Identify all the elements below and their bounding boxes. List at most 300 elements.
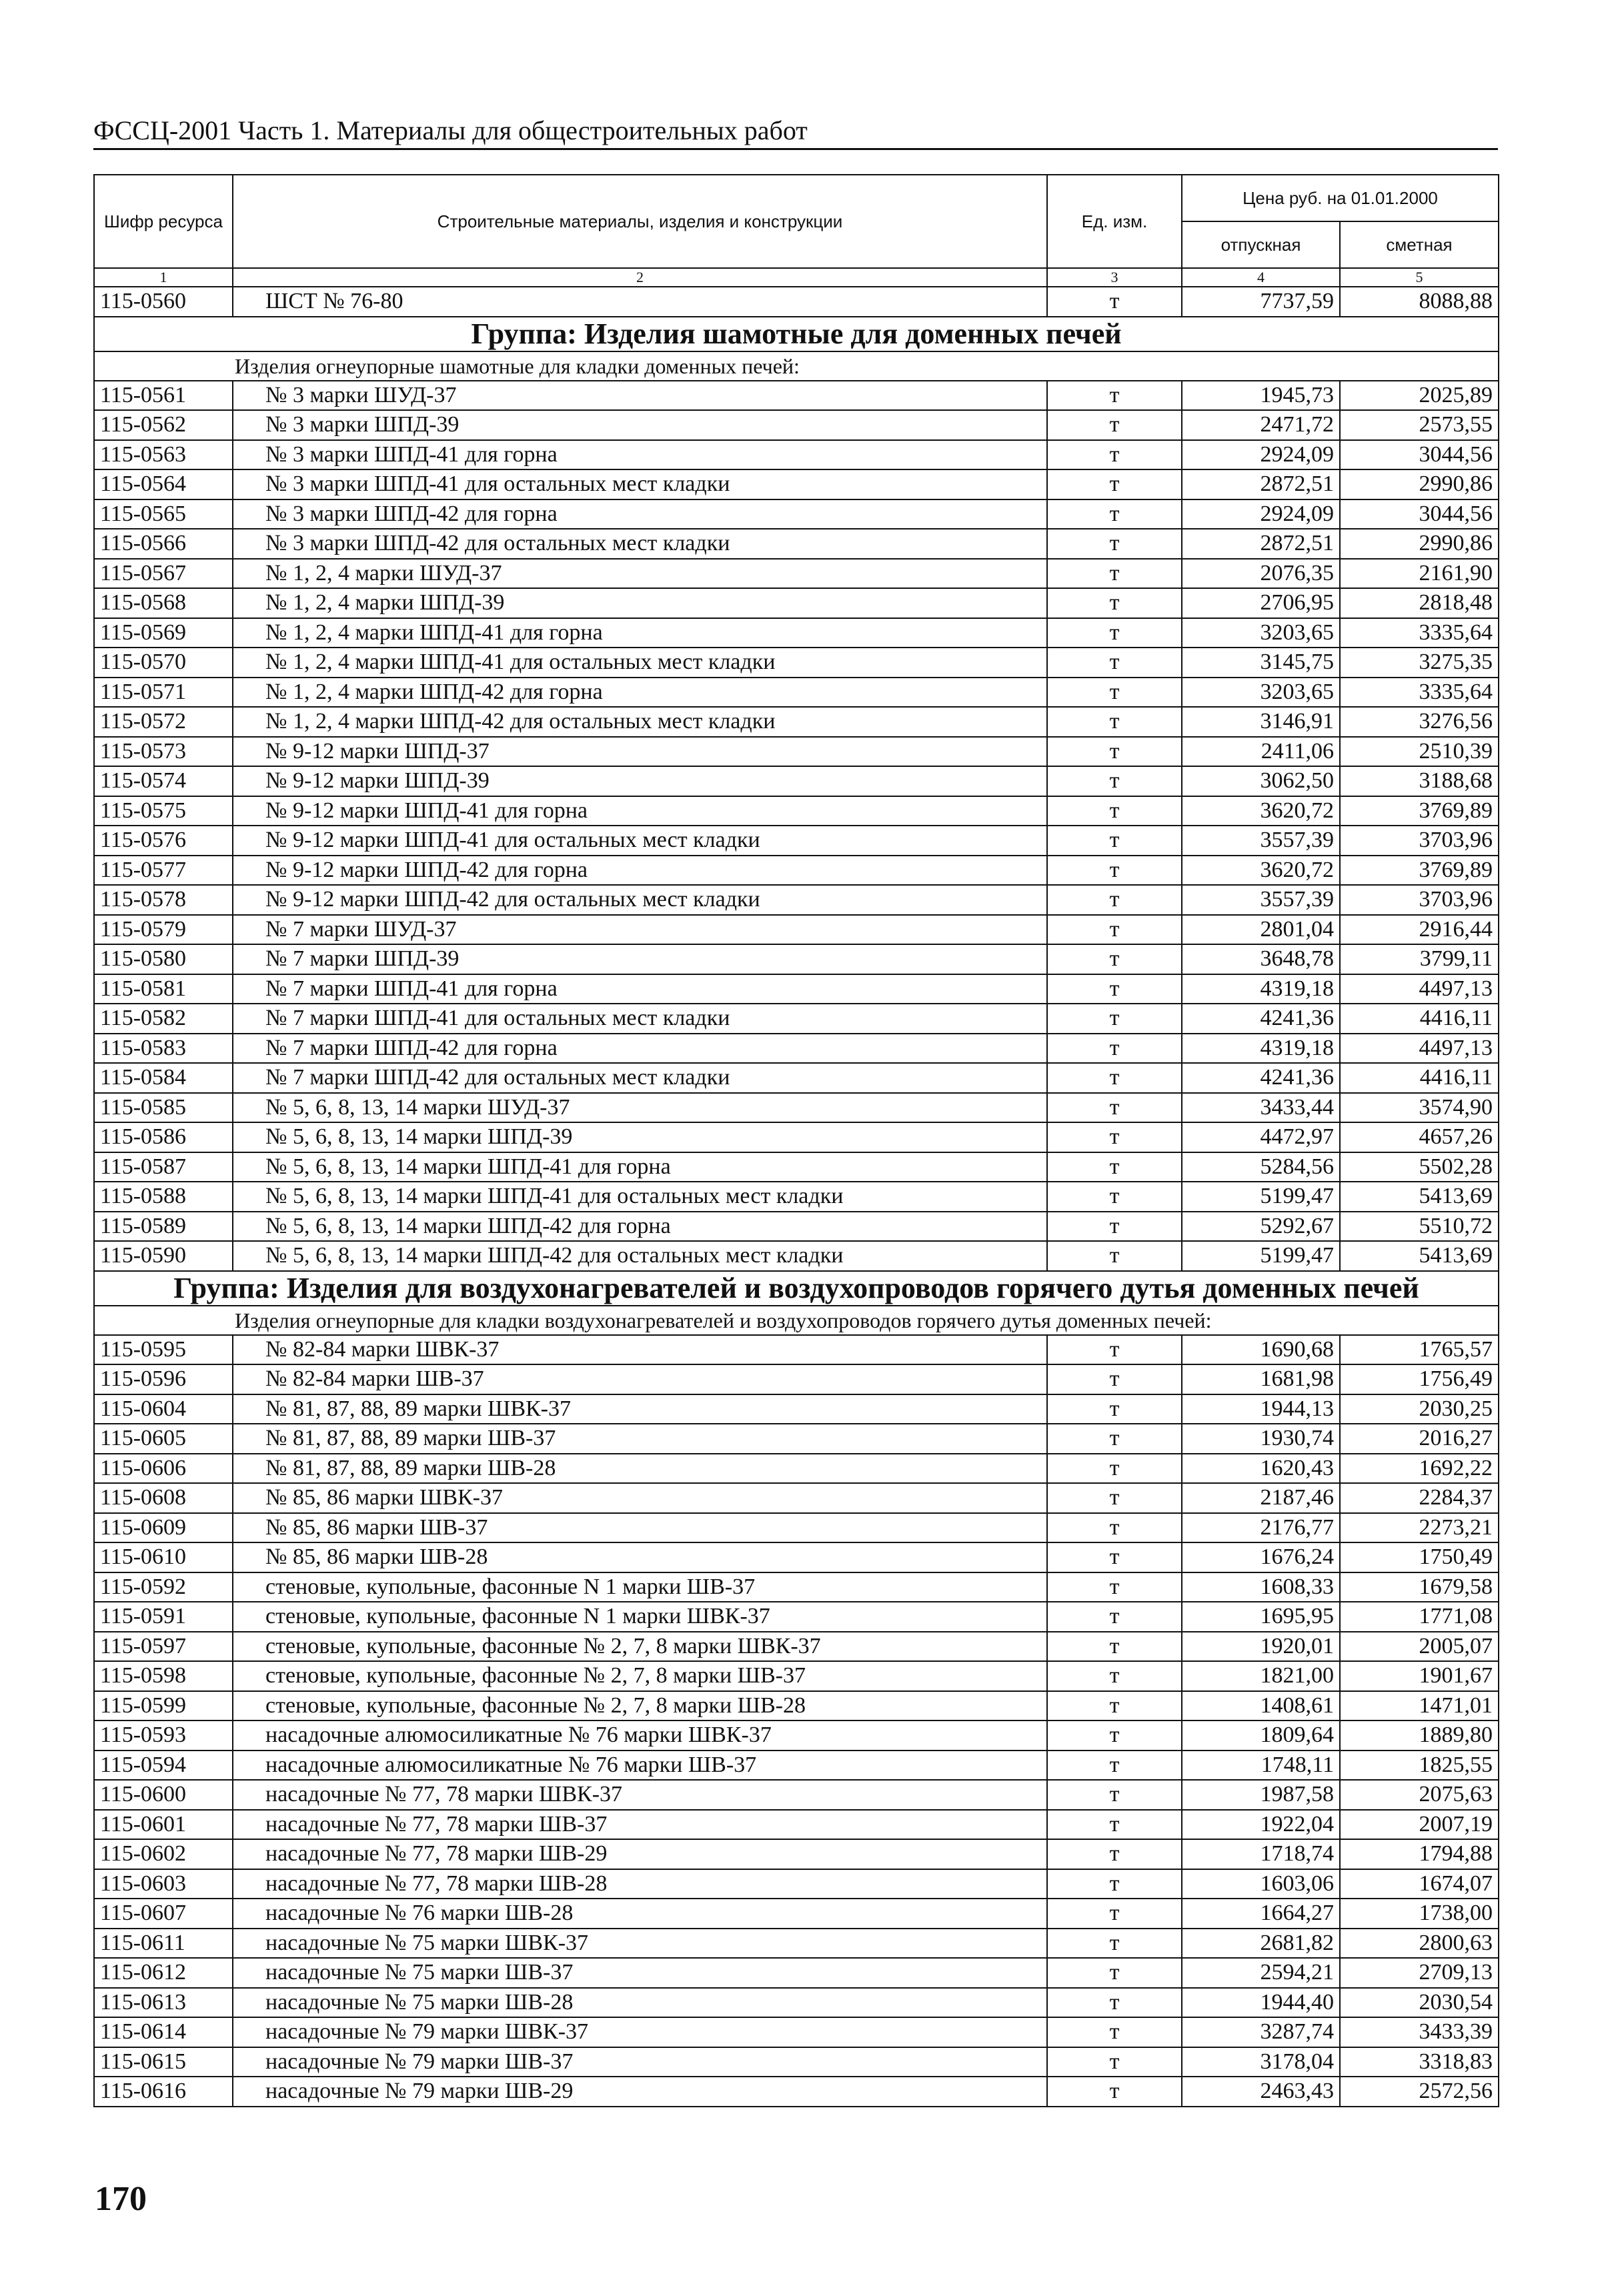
release-price: 3062,50 [1182,766,1340,796]
release-price: 2924,09 [1182,499,1340,529]
unit: т [1047,1335,1182,1365]
table-row [94,1152,1499,1182]
resource-code: 115-0569 [94,618,233,648]
release-price: 4241,36 [1182,1004,1340,1034]
resource-code: 115-0588 [94,1182,233,1212]
estimate-price: 2007,19 [1340,1810,1499,1840]
resource-code: 115-0610 [94,1542,233,1572]
unit: т [1047,1632,1182,1662]
material-name: № 5, 6, 8, 13, 14 марки ШПД-39 [233,1122,1047,1152]
unit: т [1047,1780,1182,1810]
price-table [93,174,1499,2107]
table-row [94,287,1499,317]
table-row [94,944,1499,974]
resource-code: 115-0577 [94,856,233,886]
release-price: 1676,24 [1182,1542,1340,1572]
release-price: 1603,06 [1182,1869,1340,1899]
release-price: 1695,95 [1182,1602,1340,1632]
material-name: ШСТ № 76-80 [233,287,1047,317]
table-row [94,826,1499,856]
table-row [94,707,1499,737]
unit: т [1047,1839,1182,1869]
resource-code: 115-0591 [94,1602,233,1632]
release-price: 1821,00 [1182,1661,1340,1691]
material-name: стеновые, купольные, фасонные N 1 марки ШВК-37 [233,1602,1047,1632]
table-row [94,1602,1499,1632]
resource-code: 115-0574 [94,766,233,796]
table-header [94,175,1499,287]
estimate-price: 1794,88 [1340,1839,1499,1869]
unit: т [1047,1034,1182,1064]
resource-code: 115-0609 [94,1513,233,1543]
resource-code: 115-0572 [94,707,233,737]
material-name: № 9-12 марки ШПД-42 для горна [233,856,1047,886]
resource-code: 115-0613 [94,1988,233,2018]
estimate-price: 2161,90 [1340,559,1499,589]
resource-code: 115-0612 [94,1958,233,1988]
table-row [94,915,1499,945]
unit: т [1047,915,1182,945]
release-price: 3146,91 [1182,707,1340,737]
resource-code: 115-0616 [94,2077,233,2107]
header-release-price: отпускная [1182,221,1340,268]
estimate-price: 5510,72 [1340,1212,1499,1242]
material-name: № 1, 2, 4 марки ШПД-41 для остальных мест кладки [233,648,1047,678]
unit: т [1047,1093,1182,1123]
estimate-price: 3335,64 [1340,678,1499,708]
table-row [94,1839,1499,1869]
table-row [94,648,1499,678]
table-row [94,1122,1499,1152]
resource-code: 115-0562 [94,410,233,440]
material-name: № 7 марки ШПД-41 для остальных мест кладки [233,1004,1047,1034]
material-name: № 9-12 марки ШПД-41 для горна [233,796,1047,826]
column-number: 1 [94,268,233,287]
table-row [94,559,1499,589]
estimate-price: 3799,11 [1340,944,1499,974]
release-price: 1809,64 [1182,1720,1340,1751]
table-row [94,618,1499,648]
resource-code: 115-0578 [94,885,233,915]
resource-code: 115-0607 [94,1899,233,1929]
unit: т [1047,1869,1182,1899]
release-price: 1945,73 [1182,381,1340,411]
material-name: насадочные № 77, 78 марки ШВ-37 [233,1810,1047,1840]
release-price: 1664,27 [1182,1899,1340,1929]
subgroup-row [94,1306,1499,1335]
material-name: № 5, 6, 8, 13, 14 марки ШПД-42 для горна [233,1212,1047,1242]
material-name: № 3 марки ШПД-42 для горна [233,499,1047,529]
unit: т [1047,1004,1182,1034]
estimate-price: 2990,86 [1340,469,1499,499]
material-name: № 5, 6, 8, 13, 14 марки ШПД-41 для остальных мест кладки [233,1182,1047,1212]
group-heading-row [94,1271,1499,1306]
release-price: 3433,44 [1182,1093,1340,1123]
unit: т [1047,648,1182,678]
table-row [94,1093,1499,1123]
resource-code: 115-0593 [94,1720,233,1751]
table-row [94,1632,1499,1662]
resource-code: 115-0597 [94,1632,233,1662]
table-row [94,1513,1499,1543]
material-name: насадочные № 77, 78 марки ШВ-29 [233,1839,1047,1869]
unit: т [1047,1988,1182,2018]
resource-code: 115-0567 [94,559,233,589]
resource-code: 115-0570 [94,648,233,678]
table-row [94,1810,1499,1840]
resource-code: 115-0575 [94,796,233,826]
resource-code: 115-0583 [94,1034,233,1064]
estimate-price: 3769,89 [1340,856,1499,886]
estimate-price: 2284,37 [1340,1483,1499,1513]
table-row [94,1241,1499,1271]
table-row [94,1454,1499,1484]
release-price: 1718,74 [1182,1839,1340,1869]
unit: т [1047,410,1182,440]
group-title: Группа: Изделия для воздухонагревателей и воздухопроводов горячего дутья доменных печей [94,1271,1499,1306]
estimate-price: 1825,55 [1340,1751,1499,1781]
unit: т [1047,1929,1182,1959]
release-price: 5292,67 [1182,1212,1340,1242]
material-name: № 1, 2, 4 марки ШПД-39 [233,588,1047,618]
release-price: 4319,18 [1182,1034,1340,1064]
resource-code: 115-0595 [94,1335,233,1365]
estimate-price: 3703,96 [1340,885,1499,915]
release-price: 1408,61 [1182,1691,1340,1721]
estimate-price: 2916,44 [1340,915,1499,945]
material-name: насадочные алюмосиликатные № 76 марки ШВК-37 [233,1720,1047,1751]
estimate-price: 3318,83 [1340,2047,1499,2077]
estimate-price: 4416,11 [1340,1063,1499,1093]
table-row [94,974,1499,1004]
estimate-price: 1771,08 [1340,1602,1499,1632]
table-row [94,1869,1499,1899]
material-name: № 9-12 марки ШПД-41 для остальных мест кладки [233,826,1047,856]
unit: т [1047,1241,1182,1271]
estimate-price: 1889,80 [1340,1720,1499,1751]
material-name: № 85, 86 марки ШВ-28 [233,1542,1047,1572]
table-row [94,1394,1499,1424]
material-name: № 81, 87, 88, 89 марки ШВ-28 [233,1454,1047,1484]
material-name: № 7 марки ШУД-37 [233,915,1047,945]
release-price: 2176,77 [1182,1513,1340,1543]
resource-code: 115-0560 [94,287,233,317]
unit: т [1047,1122,1182,1152]
resource-code: 115-0608 [94,1483,233,1513]
resource-code: 115-0576 [94,826,233,856]
estimate-price: 2075,63 [1340,1780,1499,1810]
table-row [94,1572,1499,1602]
unit: т [1047,1454,1182,1484]
estimate-price: 2818,48 [1340,588,1499,618]
estimate-price: 5413,69 [1340,1241,1499,1271]
material-name: стеновые, купольные, фасонные № 2, 7, 8 марки ШВ-37 [233,1661,1047,1691]
release-price: 5199,47 [1182,1241,1340,1271]
resource-code: 115-0584 [94,1063,233,1093]
table-row [94,1691,1499,1721]
release-price: 1748,11 [1182,1751,1340,1781]
estimate-price: 1692,22 [1340,1454,1499,1484]
estimate-price: 2709,13 [1340,1958,1499,1988]
table-row [94,1335,1499,1365]
estimate-price: 2005,07 [1340,1632,1499,1662]
resource-code: 115-0599 [94,1691,233,1721]
group-heading-row [94,317,1499,351]
material-name: № 3 марки ШПД-39 [233,410,1047,440]
group-title: Группа: Изделия шамотные для доменных печей [94,317,1499,351]
estimate-price: 3275,35 [1340,648,1499,678]
unit: т [1047,499,1182,529]
material-name: № 3 марки ШПД-41 для горна [233,440,1047,470]
resource-code: 115-0600 [94,1780,233,1810]
unit: т [1047,826,1182,856]
estimate-price: 3769,89 [1340,796,1499,826]
estimate-price: 2273,21 [1340,1513,1499,1543]
unit: т [1047,1212,1182,1242]
material-name: № 3 марки ШУД-37 [233,381,1047,411]
resource-code: 115-0587 [94,1152,233,1182]
estimate-price: 2573,55 [1340,410,1499,440]
material-name: стеновые, купольные, фасонные N 1 марки ШВ-37 [233,1572,1047,1602]
unit: т [1047,440,1182,470]
unit: т [1047,1691,1182,1721]
resource-code: 115-0605 [94,1424,233,1454]
unit: т [1047,1182,1182,1212]
material-name: № 9-12 марки ШПД-42 для остальных мест кладки [233,885,1047,915]
material-name: № 3 марки ШПД-41 для остальных мест кладки [233,469,1047,499]
release-price: 2187,46 [1182,1483,1340,1513]
unit: т [1047,737,1182,767]
table-row [94,2077,1499,2107]
estimate-price: 2510,39 [1340,737,1499,767]
column-number: 4 [1182,268,1340,287]
unit: т [1047,1751,1182,1781]
material-name: насадочные № 75 марки ШВ-37 [233,1958,1047,1988]
page-number: 170 [95,2180,147,2218]
material-name: № 7 марки ШПД-39 [233,944,1047,974]
unit: т [1047,2017,1182,2047]
resource-code: 115-0565 [94,499,233,529]
release-price: 2706,95 [1182,588,1340,618]
table-row [94,796,1499,826]
release-price: 2924,09 [1182,440,1340,470]
unit: т [1047,1602,1182,1632]
unit: т [1047,2047,1182,2077]
table-row [94,381,1499,411]
column-number: 5 [1340,268,1499,287]
estimate-price: 1471,01 [1340,1691,1499,1721]
subgroup-row [94,351,1499,381]
release-price: 4319,18 [1182,974,1340,1004]
subgroup-title: Изделия огнеупорные шамотные для кладки доменных печей: [94,351,1499,381]
material-name: насадочные № 76 марки ШВ-28 [233,1899,1047,1929]
table-row [94,410,1499,440]
table-row [94,469,1499,499]
resource-code: 115-0589 [94,1212,233,1242]
unit: т [1047,1572,1182,1602]
unit: т [1047,1394,1182,1424]
unit: т [1047,1958,1182,1988]
resource-code: 115-0561 [94,381,233,411]
resource-code: 115-0604 [94,1394,233,1424]
material-name: № 3 марки ШПД-42 для остальных мест кладки [233,529,1047,559]
table-row [94,529,1499,559]
resource-code: 115-0590 [94,1241,233,1271]
table-row [94,1004,1499,1034]
unit: т [1047,1542,1182,1572]
release-price: 1944,40 [1182,1988,1340,2018]
subgroup-title: Изделия огнеупорные для кладки воздухонагревателей и воздухопроводов горячего дутья доменных печей: [94,1306,1499,1335]
material-name: № 5, 6, 8, 13, 14 марки ШПД-41 для горна [233,1152,1047,1182]
estimate-price: 1674,07 [1340,1869,1499,1899]
resource-code: 115-0611 [94,1929,233,1959]
resource-code: 115-0602 [94,1839,233,1869]
material-name: насадочные алюмосиликатные № 76 марки ШВ-37 [233,1751,1047,1781]
estimate-price: 4497,13 [1340,1034,1499,1064]
table-row [94,2017,1499,2047]
unit: т [1047,885,1182,915]
release-price: 2872,51 [1182,529,1340,559]
unit: т [1047,707,1182,737]
table-row [94,1929,1499,1959]
unit: т [1047,618,1182,648]
estimate-price: 3335,64 [1340,618,1499,648]
material-name: № 85, 86 марки ШВК-37 [233,1483,1047,1513]
release-price: 2471,72 [1182,410,1340,440]
header-estimate-price: сметная [1340,221,1499,268]
material-name: № 5, 6, 8, 13, 14 марки ШУД-37 [233,1093,1047,1123]
release-price: 2801,04 [1182,915,1340,945]
release-price: 3203,65 [1182,678,1340,708]
header-code: Шифр ресурса [94,175,233,268]
resource-code: 115-0594 [94,1751,233,1781]
unit: т [1047,678,1182,708]
resource-code: 115-0585 [94,1093,233,1123]
resource-code: 115-0586 [94,1122,233,1152]
column-number-row [94,268,1499,287]
table-row [94,766,1499,796]
release-price: 1920,01 [1182,1632,1340,1662]
material-name: № 81, 87, 88, 89 марки ШВК-37 [233,1394,1047,1424]
release-price: 5284,56 [1182,1152,1340,1182]
material-name: № 1, 2, 4 марки ШПД-41 для горна [233,618,1047,648]
release-price: 3620,72 [1182,796,1340,826]
estimate-price: 1738,00 [1340,1899,1499,1929]
resource-code: 115-0603 [94,1869,233,1899]
estimate-price: 4416,11 [1340,1004,1499,1034]
material-name: насадочные № 79 марки ШВ-29 [233,2077,1047,2107]
estimate-price: 2800,63 [1340,1929,1499,1959]
material-name: № 85, 86 марки ШВ-37 [233,1513,1047,1543]
header-material: Строительные материалы, изделия и конструкции [233,175,1047,268]
table-row [94,1899,1499,1929]
table-row [94,588,1499,618]
unit: т [1047,766,1182,796]
unit: т [1047,1661,1182,1691]
estimate-price: 8088,88 [1340,287,1499,317]
estimate-price: 1765,57 [1340,1335,1499,1365]
table-row [94,1542,1499,1572]
estimate-price: 4657,26 [1340,1122,1499,1152]
resource-code: 115-0592 [94,1572,233,1602]
release-price: 1608,33 [1182,1572,1340,1602]
estimate-price: 2030,54 [1340,1988,1499,2018]
table-row [94,1182,1499,1212]
estimate-price: 1679,58 [1340,1572,1499,1602]
estimate-price: 2025,89 [1340,381,1499,411]
release-price: 3557,39 [1182,826,1340,856]
material-name: насадочные № 77, 78 марки ШВ-28 [233,1869,1047,1899]
resource-code: 115-0598 [94,1661,233,1691]
material-name: № 9-12 марки ШПД-39 [233,766,1047,796]
table-row [94,1661,1499,1691]
release-price: 2681,82 [1182,1929,1340,1959]
resource-code: 115-0564 [94,469,233,499]
release-price: 5199,47 [1182,1182,1340,1212]
resource-code: 115-0601 [94,1810,233,1840]
unit: т [1047,2077,1182,2107]
unit: т [1047,1152,1182,1182]
material-name: № 1, 2, 4 марки ШУД-37 [233,559,1047,589]
unit: т [1047,974,1182,1004]
unit: т [1047,1364,1182,1394]
release-price: 1930,74 [1182,1424,1340,1454]
unit: т [1047,1513,1182,1543]
material-name: № 7 марки ШПД-42 для остальных мест кладки [233,1063,1047,1093]
table-row [94,737,1499,767]
resource-code: 115-0571 [94,678,233,708]
unit: т [1047,1063,1182,1093]
release-price: 3620,72 [1182,856,1340,886]
estimate-price: 1901,67 [1340,1661,1499,1691]
table-row [94,1988,1499,2018]
estimate-price: 2572,56 [1340,2077,1499,2107]
release-price: 2076,35 [1182,559,1340,589]
estimate-price: 2030,25 [1340,1394,1499,1424]
table-row [94,856,1499,886]
unit: т [1047,381,1182,411]
estimate-price: 3044,56 [1340,440,1499,470]
resource-code: 115-0615 [94,2047,233,2077]
table-row [94,1364,1499,1394]
estimate-price: 3703,96 [1340,826,1499,856]
material-name: № 5, 6, 8, 13, 14 марки ШПД-42 для остальных мест кладки [233,1241,1047,1271]
unit: т [1047,469,1182,499]
material-name: стеновые, купольные, фасонные № 2, 7, 8 марки ШВ-28 [233,1691,1047,1721]
estimate-price: 4497,13 [1340,974,1499,1004]
table-row [94,440,1499,470]
table-row [94,1958,1499,1988]
release-price: 7737,59 [1182,287,1340,317]
release-price: 1690,68 [1182,1335,1340,1365]
estimate-price: 2016,27 [1340,1424,1499,1454]
estimate-price: 3188,68 [1340,766,1499,796]
release-price: 3178,04 [1182,2047,1340,2077]
release-price: 4241,36 [1182,1063,1340,1093]
material-name: № 7 марки ШПД-41 для горна [233,974,1047,1004]
release-price: 4472,97 [1182,1122,1340,1152]
material-name: насадочные № 77, 78 марки ШВК-37 [233,1780,1047,1810]
table-row [94,2047,1499,2077]
estimate-price: 3574,90 [1340,1093,1499,1123]
estimate-price: 1750,49 [1340,1542,1499,1572]
estimate-price: 3276,56 [1340,707,1499,737]
release-price: 2463,43 [1182,2077,1340,2107]
estimate-price: 3044,56 [1340,499,1499,529]
unit: т [1047,856,1182,886]
material-name: насадочные № 75 марки ШВК-37 [233,1929,1047,1959]
release-price: 1681,98 [1182,1364,1340,1394]
